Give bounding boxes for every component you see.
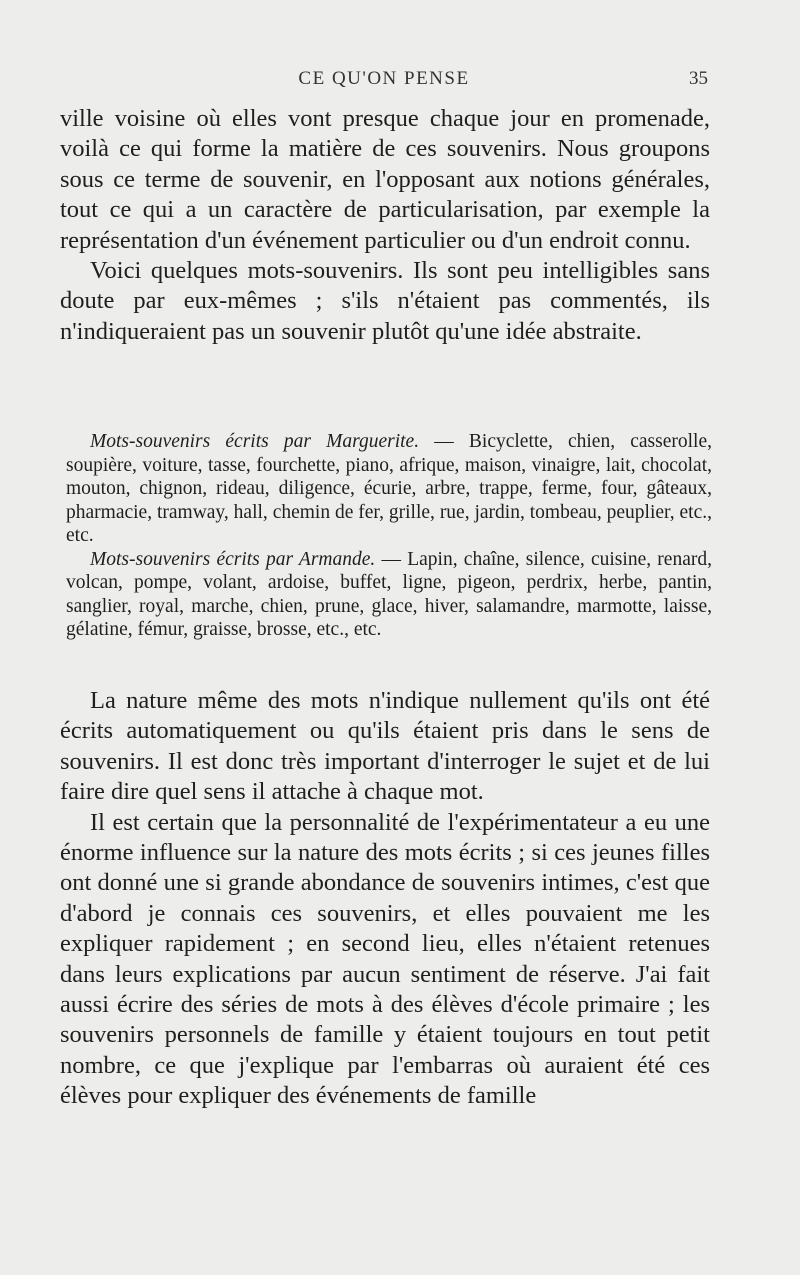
paragraph: ville voisine où elles vont presque chaque jour en promenade, voilà ce qui forme la matière de ces souvenirs. Nous groupons sous ce terme de souvenir, en l'opposant aux notions générales, tout ce qui a un caractère de particularisation, par exemple la représentation d'un événement particulier ou d'un endroit connu. bbox=[60, 105, 710, 254]
page-header bbox=[60, 68, 708, 98]
word-list-text: — Lapin, chaîne, silence, cuisine, renard, volcan, pompe, volant, ardoise, buffet, ligne, pigeon, perdrix, herbe, pantin, sanglier, royal, marche, chien, prune, glace, hiver, salamandre, marmotte, laisse, gélatine, fémur, graisse, brosse, etc., etc. bbox=[66, 548, 712, 640]
text-block-bottom bbox=[60, 686, 710, 1112]
word-list-lead: Mots-souvenirs écrits par Marguerite. bbox=[90, 431, 420, 452]
word-list-lead: Mots-souvenirs écrits par Armande. bbox=[90, 548, 376, 570]
word-list-text: — Bicyclette, chien, casserolle, soupière, voiture, tasse, fourchette, piano, afrique, maison, vinaigre, lait, chocolat, mouton, chignon, rideau, diligence, écurie, arbre, trappe, ferme, four, gâteaux, pharmacie, tramway, hall, chemin de fer, grille, rue, jardin, tombeau, peuplier, etc., etc. bbox=[66, 431, 712, 546]
text-block-top bbox=[60, 104, 710, 347]
word-list-armande bbox=[66, 548, 712, 642]
paragraph: Voici quelques mots-souvenirs. Ils sont peu intelligibles sans doute par eux-mêmes ; s'ils n'étaient pas commentés, ils n'indiqueraient pas un souvenir plutôt qu'une idée abstraite. bbox=[60, 257, 710, 345]
word-list-marguerite bbox=[66, 430, 712, 548]
paragraph: La nature même des mots n'indique nullement qu'ils ont été écrits automatiquement ou qu'ils étaient pris dans le sens de souvenirs. Il est donc très important d'interroger le sujet et de lui faire dire quel sens il attache à chaque mot. bbox=[60, 687, 710, 806]
running-title: CE QU'ON PENSE bbox=[298, 68, 470, 89]
word-lists bbox=[66, 430, 712, 642]
paragraph: Il est certain que la personnalité de l'expérimentateur a eu une énorme influence sur la nature des mots écrits ; si ces jeunes filles ont donné une si grande abondance de souvenirs intimes, c'est que d'abord je connais ces souvenirs, et elles pouvaient me les expliquer rapidement ; en second lieu, elles n'étaient retenues dans leurs explications par aucun sentiment de réserve. J'ai fait aussi écrire des séries de mots à des élèves d'école primaire ; les souvenirs personnels de famille y étaient toujours en tout petit nombre, ce que j'explique par l'embarras où auraient été ces élèves pour expliquer des événements de famille bbox=[60, 808, 710, 1110]
page-number: 35 bbox=[689, 68, 708, 89]
